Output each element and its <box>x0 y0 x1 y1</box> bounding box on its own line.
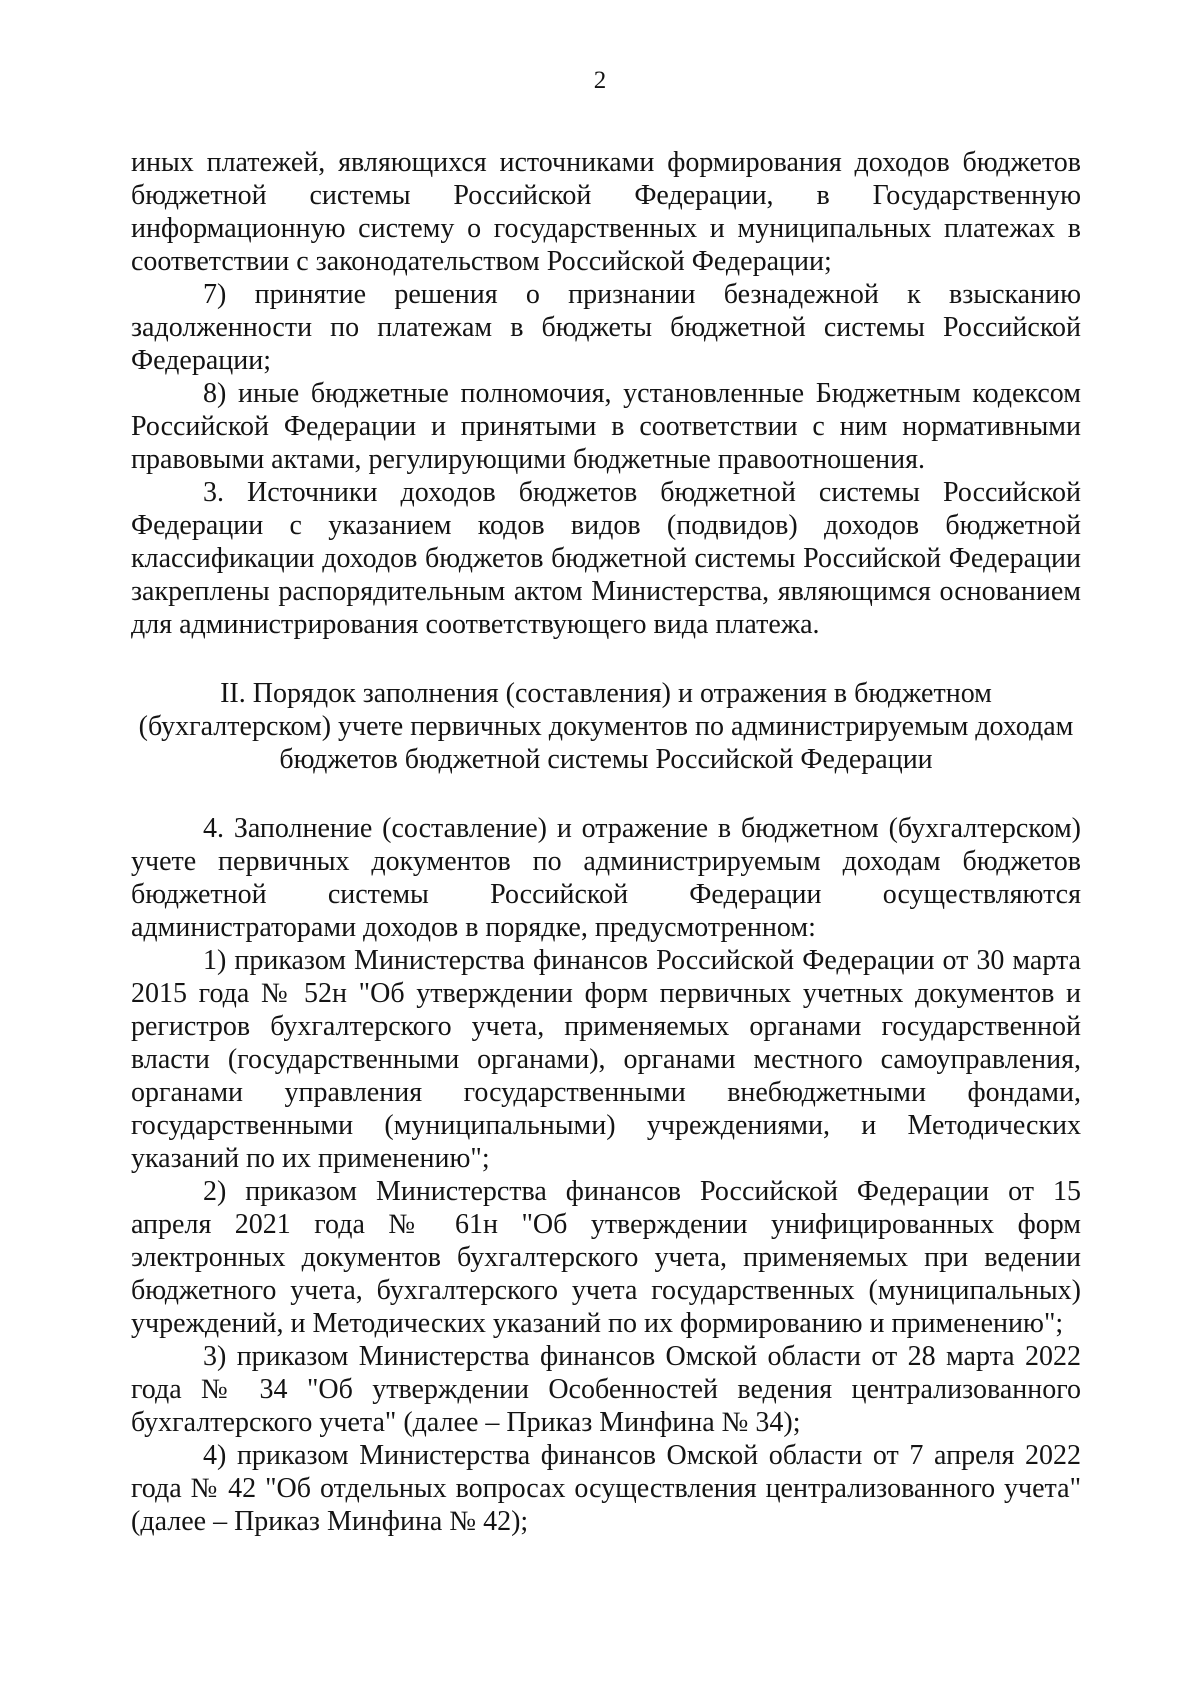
paragraph-clause-3: 3. Источники доходов бюджетов бюджетной системы Российской Федерации с указанием кодов видов (подвидов) доходов бюджетной классификации доходов бюджетов бюджетной системы Российской Федерации закреплены распорядительным актом Министерства, являющимся основанием для администрирования соответствующего вида платежа. <box>131 477 1081 640</box>
section-heading-line: (бухгалтерском) учете первичных документов по администрируемым доходам <box>138 711 1074 742</box>
document-body <box>131 146 1081 1538</box>
section-heading <box>131 677 1081 776</box>
paragraph-clause-4: 4. Заполнение (составление) и отражение в бюджетном (бухгалтерском) учете первичных документов по администрируемым доходам бюджетов бюджетной системы Российской Федерации осуществляются администраторами доходов в порядке, предусмотренном: <box>131 813 1081 943</box>
page-number: 2 <box>593 67 607 94</box>
paragraph-continuation: иных платежей, являющихся источниками формирования доходов бюджетов бюджетной системы Российской Федерации, в Государственную информационную систему о государственных и муниципальных платежах в соответствии с законодательством Российской Федерации; <box>131 147 1081 277</box>
paragraph-sub-4: 4) приказом Министерства финансов Омской области от 7 апреля 2022 года № 42 "Об отдельных вопросах осуществления централизованного учета" (далее – Приказ Минфина № 42); <box>131 1440 1081 1537</box>
paragraph-item-7: 7) принятие решения о признании безнадежной к взысканию задолженности по платежам в бюджеты бюджетной системы Российской Федерации; <box>131 279 1081 376</box>
paragraph-item-8: 8) иные бюджетные полномочия, установленные Бюджетным кодексом Российской Федерации и принятыми в соответствии с ним нормативными правовыми актами, регулирующими бюджетные правоотношения. <box>131 378 1081 475</box>
paragraph-sub-3: 3) приказом Министерства финансов Омской области от 28 марта 2022 года № 34 "Об утверждении Особенностей ведения централизованного бухгалтерского учета" (далее – Приказ Минфина № 34); <box>131 1341 1081 1438</box>
section-heading-line: бюджетов бюджетной системы Российской Федерации <box>279 744 933 775</box>
paragraph-sub-2: 2) приказом Министерства финансов Российской Федерации от 15 апреля 2021 года № 61н "Об утверждении унифицированных форм электронных документов бухгалтерского учета, применяемых при ведении бюджетного учета, бухгалтерского учета государственных (муниципальных) учреждений, и Методических указаний по их формированию и применению"; <box>131 1176 1081 1339</box>
paragraph-sub-1: 1) приказом Министерства финансов Российской Федерации от 30 марта 2015 года № 52н "Об утверждении форм первичных учетных документов и регистров бухгалтерского учета, применяемых органами государственной власти (государственными органами), органами местного самоуправления, органами управления государственными внебюджетными фондами, государственными (муниципальными) учреждениями, и Методических указаний по их применению"; <box>131 945 1081 1174</box>
section-heading-line: II. Порядок заполнения (составления) и отражения в бюджетном <box>220 678 992 709</box>
